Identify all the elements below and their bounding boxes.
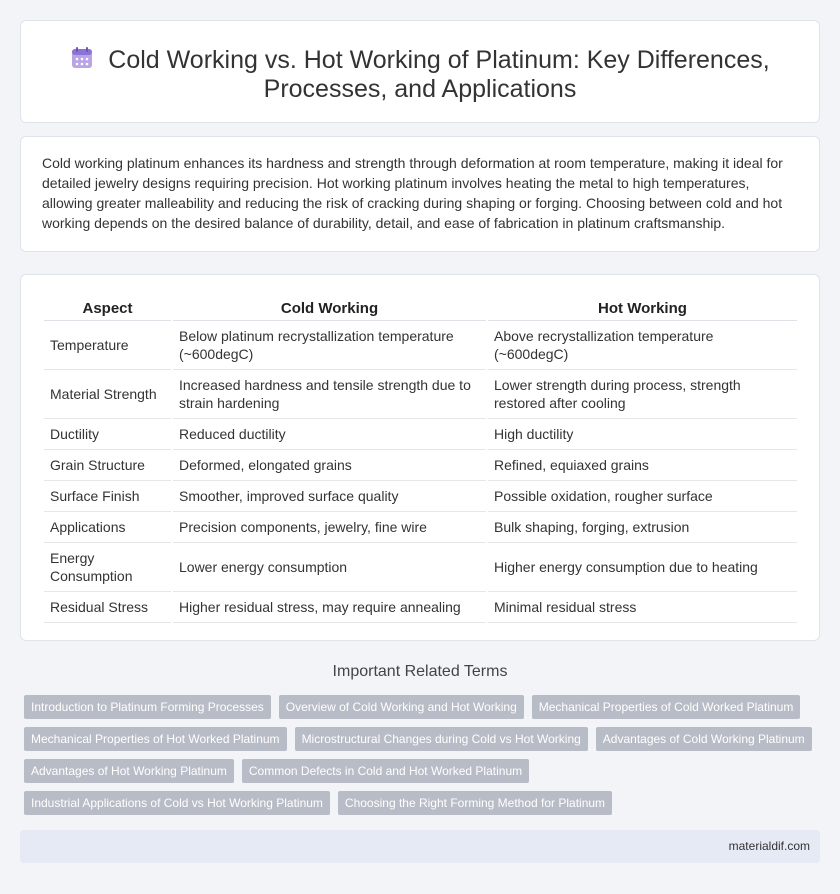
intro-paragraph: Cold working platinum enhances its hardness and strength through deformation at room temperature, making it ideal for detailed jewelry designs requiring precision. Hot working platinum involves heating the metal to high temperatures, allowing greater malleability and reducing the risk of cracking during shaping or forging. Choosing between cold and hot working depends on the desired balance of durability, detail, and ease of fabrication in platinum craftsmanship. xyxy=(42,155,783,231)
cell-hot: Lower strength during process, strength restored after cooling xyxy=(488,370,797,419)
related-tag[interactable]: Overview of Cold Working and Hot Working xyxy=(279,695,524,719)
tag-row xyxy=(24,695,824,719)
table-row xyxy=(44,543,797,592)
tag-row xyxy=(24,727,824,751)
related-terms-heading: Important Related Terms xyxy=(332,663,508,680)
related-terms-tags xyxy=(24,695,824,823)
cell-hot: Higher energy consumption due to heating xyxy=(488,543,797,592)
comparison-table xyxy=(42,293,799,623)
related-tag[interactable]: Mechanical Properties of Hot Worked Platinum xyxy=(24,727,287,751)
table-row xyxy=(44,419,797,450)
cell-hot: Minimal residual stress xyxy=(488,592,797,623)
table-header-row xyxy=(44,293,797,321)
cell-aspect: Ductility xyxy=(44,419,171,450)
cell-cold: Increased hardness and tensile strength due to strain hardening xyxy=(173,370,486,419)
table-row xyxy=(44,321,797,370)
page-title-wrap xyxy=(61,46,779,104)
footer-site-link[interactable]: materialdif.com xyxy=(728,839,810,853)
cell-cold: Higher residual stress, may require annealing xyxy=(173,592,486,623)
cell-aspect: Residual Stress xyxy=(44,592,171,623)
cell-aspect: Grain Structure xyxy=(44,450,171,481)
cell-cold: Precision components, jewelry, fine wire xyxy=(173,512,486,543)
cell-aspect: Applications xyxy=(44,512,171,543)
related-tag[interactable]: Choosing the Right Forming Method for Platinum xyxy=(338,791,612,815)
cell-aspect: Energy Consumption xyxy=(44,543,171,592)
cell-hot: Refined, equiaxed grains xyxy=(488,450,797,481)
table-row xyxy=(44,512,797,543)
cell-hot: Above recrystallization temperature (~600degC) xyxy=(488,321,797,370)
cell-hot: Bulk shaping, forging, extrusion xyxy=(488,512,797,543)
related-tag[interactable]: Advantages of Hot Working Platinum xyxy=(24,759,234,783)
header-aspect: Aspect xyxy=(44,293,171,321)
related-tag[interactable]: Microstructural Changes during Cold vs Hot Working xyxy=(295,727,588,751)
cell-cold: Deformed, elongated grains xyxy=(173,450,486,481)
tag-row xyxy=(24,791,824,815)
cell-hot: High ductility xyxy=(488,419,797,450)
header-hot-working: Hot Working xyxy=(488,293,797,321)
footer-bar xyxy=(20,830,820,863)
table-row xyxy=(44,481,797,512)
intro-card xyxy=(20,136,820,252)
related-tag[interactable]: Industrial Applications of Cold vs Hot Working Platinum xyxy=(24,791,330,815)
cell-aspect: Material Strength xyxy=(44,370,171,419)
title-card xyxy=(20,20,820,123)
tag-row xyxy=(24,759,824,783)
related-tag[interactable]: Introduction to Platinum Forming Processes xyxy=(24,695,271,719)
cell-cold: Below platinum recrystallization temperature (~600degC) xyxy=(173,321,486,370)
related-tag[interactable]: Advantages of Cold Working Platinum xyxy=(596,727,812,751)
table-row xyxy=(44,370,797,419)
calendar-icon xyxy=(70,46,94,70)
cell-cold: Reduced ductility xyxy=(173,419,486,450)
comparison-card xyxy=(20,274,820,641)
cell-aspect: Surface Finish xyxy=(44,481,171,512)
cell-hot: Possible oxidation, rougher surface xyxy=(488,481,797,512)
page-title: Cold Working vs. Hot Working of Platinum: Key Differences, Processes, and Applications xyxy=(108,46,770,103)
related-tag[interactable]: Common Defects in Cold and Hot Worked Platinum xyxy=(242,759,529,783)
related-tag[interactable]: Mechanical Properties of Cold Worked Platinum xyxy=(532,695,801,719)
table-row xyxy=(44,592,797,623)
table-row xyxy=(44,450,797,481)
header-cold-working: Cold Working xyxy=(173,293,486,321)
cell-aspect: Temperature xyxy=(44,321,171,370)
cell-cold: Smoother, improved surface quality xyxy=(173,481,486,512)
cell-cold: Lower energy consumption xyxy=(173,543,486,592)
